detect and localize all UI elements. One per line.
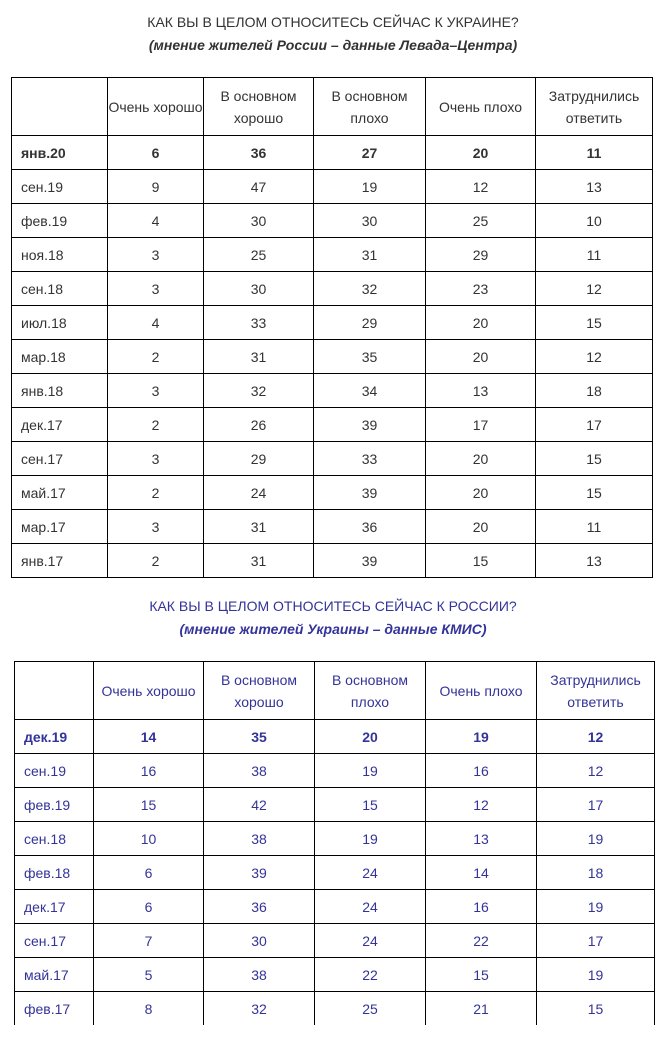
column-header: Очень хорошо bbox=[108, 78, 204, 136]
table-cell: 38 bbox=[204, 754, 315, 788]
row-date-label: июл.18 bbox=[12, 306, 108, 340]
table-cell: 12 bbox=[426, 170, 536, 204]
table-cell: 14 bbox=[94, 720, 204, 754]
table-row bbox=[15, 720, 655, 754]
table-cell: 13 bbox=[536, 170, 653, 204]
table-cell: 34 bbox=[314, 374, 426, 408]
table-cell: 20 bbox=[426, 340, 536, 374]
table-cell: 39 bbox=[204, 856, 315, 890]
table-row bbox=[12, 204, 653, 238]
row-date-label: фев.19 bbox=[15, 788, 94, 822]
table-cell: 17 bbox=[426, 408, 536, 442]
row-date-label: дек.17 bbox=[15, 890, 94, 924]
row-date-label: янв.20 bbox=[12, 136, 108, 170]
table-cell: 13 bbox=[426, 822, 537, 856]
table-cell: 32 bbox=[204, 992, 315, 1026]
table-cell: 30 bbox=[204, 272, 314, 306]
table-cell: 12 bbox=[536, 340, 653, 374]
table-cell: 29 bbox=[204, 442, 314, 476]
table-row bbox=[15, 822, 655, 856]
table-cell: 15 bbox=[537, 992, 655, 1026]
table-cell: 15 bbox=[315, 788, 426, 822]
table-cell: 20 bbox=[315, 720, 426, 754]
table-cell: 35 bbox=[314, 340, 426, 374]
table-cell: 31 bbox=[204, 544, 314, 578]
table-cell: 31 bbox=[204, 340, 314, 374]
table-cell: 15 bbox=[426, 544, 536, 578]
table-cell: 15 bbox=[426, 958, 537, 992]
table-cell: 25 bbox=[315, 992, 426, 1026]
table-cell: 12 bbox=[537, 720, 655, 754]
table-cell: 19 bbox=[537, 890, 655, 924]
table-row bbox=[15, 924, 655, 958]
header-corner-cell bbox=[12, 78, 108, 136]
table-cell: 30 bbox=[314, 204, 426, 238]
table-cell: 8 bbox=[94, 992, 204, 1026]
table-cell: 17 bbox=[536, 408, 653, 442]
table-row bbox=[12, 136, 653, 170]
table-cell: 2 bbox=[108, 408, 204, 442]
column-header: Очень плохо bbox=[426, 662, 537, 720]
row-date-label: дек.19 bbox=[15, 720, 94, 754]
table-row bbox=[12, 272, 653, 306]
table-cell: 19 bbox=[315, 822, 426, 856]
table-cell: 20 bbox=[426, 476, 536, 510]
table-cell: 27 bbox=[314, 136, 426, 170]
column-header: Затруднились ответить bbox=[537, 662, 655, 720]
table-cell: 9 bbox=[108, 170, 204, 204]
row-date-label: фев.19 bbox=[12, 204, 108, 238]
column-header: В основном хорошо bbox=[204, 78, 314, 136]
table-cell: 24 bbox=[315, 856, 426, 890]
table-cell: 3 bbox=[108, 374, 204, 408]
table-cell: 21 bbox=[426, 992, 537, 1026]
column-header: Затруднились ответить bbox=[536, 78, 653, 136]
row-date-label: сен.19 bbox=[15, 754, 94, 788]
table-cell: 15 bbox=[94, 788, 204, 822]
table-cell: 11 bbox=[536, 136, 653, 170]
table-cell: 10 bbox=[94, 822, 204, 856]
table-cell: 35 bbox=[204, 720, 315, 754]
column-header: В основном плохо bbox=[314, 78, 426, 136]
table-cell: 47 bbox=[204, 170, 314, 204]
table-cell: 16 bbox=[426, 754, 537, 788]
row-date-label: янв.18 bbox=[12, 374, 108, 408]
table-cell: 11 bbox=[536, 510, 653, 544]
table-cell: 20 bbox=[426, 136, 536, 170]
table-row bbox=[15, 958, 655, 992]
row-date-label: сен.19 bbox=[12, 170, 108, 204]
ukraine-attitudes-table bbox=[14, 661, 655, 1025]
table-cell: 3 bbox=[108, 238, 204, 272]
row-date-label: фев.18 bbox=[15, 856, 94, 890]
table-row bbox=[12, 408, 653, 442]
table-cell: 24 bbox=[315, 924, 426, 958]
table-cell: 38 bbox=[204, 958, 315, 992]
row-date-label: мар.17 bbox=[12, 510, 108, 544]
table-cell: 4 bbox=[108, 306, 204, 340]
table-cell: 29 bbox=[426, 238, 536, 272]
table-cell: 17 bbox=[537, 788, 655, 822]
column-header: Очень плохо bbox=[426, 78, 536, 136]
table-cell: 36 bbox=[204, 890, 315, 924]
row-date-label: ноя.18 bbox=[12, 238, 108, 272]
header-row bbox=[15, 662, 655, 720]
table-cell: 22 bbox=[315, 958, 426, 992]
table-cell: 20 bbox=[426, 306, 536, 340]
table-cell: 24 bbox=[315, 890, 426, 924]
table-cell: 15 bbox=[536, 476, 653, 510]
table-cell: 36 bbox=[314, 510, 426, 544]
table-cell: 39 bbox=[314, 476, 426, 510]
table-row bbox=[15, 992, 655, 1026]
table-row bbox=[12, 442, 653, 476]
table-cell: 39 bbox=[314, 544, 426, 578]
header-corner-cell bbox=[15, 662, 94, 720]
russia-table-title: КАК ВЫ В ЦЕЛОМ ОТНОСИТЕСЬ СЕЙЧАС К УКРАИНЕ? bbox=[147, 14, 519, 30]
table-cell: 3 bbox=[108, 510, 204, 544]
table-row bbox=[12, 306, 653, 340]
row-date-label: янв.17 bbox=[12, 544, 108, 578]
row-date-label: фев.17 bbox=[15, 992, 94, 1026]
table-cell: 15 bbox=[536, 306, 653, 340]
table-cell: 11 bbox=[536, 238, 653, 272]
table-row bbox=[12, 476, 653, 510]
table-row bbox=[12, 238, 653, 272]
table-cell: 30 bbox=[204, 204, 314, 238]
table-cell: 19 bbox=[537, 958, 655, 992]
table-cell: 6 bbox=[108, 136, 204, 170]
table-cell: 19 bbox=[426, 720, 537, 754]
table-cell: 15 bbox=[536, 442, 653, 476]
table-cell: 22 bbox=[426, 924, 537, 958]
table-row bbox=[15, 856, 655, 890]
row-date-label: сен.17 bbox=[12, 442, 108, 476]
table-cell: 23 bbox=[426, 272, 536, 306]
table-cell: 33 bbox=[204, 306, 314, 340]
table-cell: 19 bbox=[537, 822, 655, 856]
row-date-label: май.17 bbox=[12, 476, 108, 510]
row-date-label: сен.17 bbox=[15, 924, 94, 958]
russia-table-subtitle: (мнение жителей России – данные Левада–Центра) bbox=[148, 37, 518, 53]
table-cell: 18 bbox=[536, 374, 653, 408]
table-cell: 12 bbox=[426, 788, 537, 822]
table-cell: 19 bbox=[315, 754, 426, 788]
table-row bbox=[12, 340, 653, 374]
table-cell: 16 bbox=[426, 890, 537, 924]
table-cell: 2 bbox=[108, 340, 204, 374]
table-cell: 14 bbox=[426, 856, 537, 890]
table-cell: 12 bbox=[536, 272, 653, 306]
table-row bbox=[12, 544, 653, 578]
table-cell: 38 bbox=[204, 822, 315, 856]
row-date-label: май.17 bbox=[15, 958, 94, 992]
table-cell: 25 bbox=[426, 204, 536, 238]
table-row bbox=[15, 890, 655, 924]
table-cell: 17 bbox=[537, 924, 655, 958]
ukraine-table-subtitle: (мнение жителей Украины – данные КМИС) bbox=[179, 621, 487, 637]
table-cell: 13 bbox=[426, 374, 536, 408]
table-cell: 26 bbox=[204, 408, 314, 442]
table-cell: 30 bbox=[204, 924, 315, 958]
table-row bbox=[12, 170, 653, 204]
table-cell: 42 bbox=[204, 788, 315, 822]
table-cell: 6 bbox=[94, 856, 204, 890]
table-cell: 5 bbox=[94, 958, 204, 992]
table-cell: 3 bbox=[108, 442, 204, 476]
column-header: В основном хорошо bbox=[204, 662, 315, 720]
table-cell: 18 bbox=[537, 856, 655, 890]
russia-attitudes-table bbox=[11, 77, 653, 578]
table-cell: 16 bbox=[94, 754, 204, 788]
row-date-label: мар.18 bbox=[12, 340, 108, 374]
table-cell: 7 bbox=[94, 924, 204, 958]
table-cell: 31 bbox=[314, 238, 426, 272]
table-cell: 12 bbox=[537, 754, 655, 788]
table-row bbox=[12, 510, 653, 544]
header-row bbox=[12, 78, 653, 136]
table-row bbox=[12, 374, 653, 408]
table-cell: 31 bbox=[204, 510, 314, 544]
table-cell: 33 bbox=[314, 442, 426, 476]
row-date-label: сен.18 bbox=[12, 272, 108, 306]
table-cell: 2 bbox=[108, 544, 204, 578]
table-cell: 24 bbox=[204, 476, 314, 510]
table-cell: 2 bbox=[108, 476, 204, 510]
table-cell: 3 bbox=[108, 272, 204, 306]
table-cell: 32 bbox=[314, 272, 426, 306]
table-cell: 20 bbox=[426, 442, 536, 476]
column-header: В основном плохо bbox=[315, 662, 426, 720]
table-cell: 32 bbox=[204, 374, 314, 408]
table-cell: 13 bbox=[536, 544, 653, 578]
row-date-label: сен.18 bbox=[15, 822, 94, 856]
table-cell: 20 bbox=[426, 510, 536, 544]
table-row bbox=[15, 754, 655, 788]
table-cell: 4 bbox=[108, 204, 204, 238]
table-cell: 29 bbox=[314, 306, 426, 340]
table-cell: 39 bbox=[314, 408, 426, 442]
table-row bbox=[15, 788, 655, 822]
ukraine-table-title: КАК ВЫ В ЦЕЛОМ ОТНОСИТЕСЬ СЕЙЧАС К РОССИИ? bbox=[149, 598, 517, 614]
row-date-label: дек.17 bbox=[12, 408, 108, 442]
column-header: Очень хорошо bbox=[94, 662, 204, 720]
table-cell: 19 bbox=[314, 170, 426, 204]
table-cell: 6 bbox=[94, 890, 204, 924]
table-cell: 25 bbox=[204, 238, 314, 272]
table-cell: 10 bbox=[536, 204, 653, 238]
table-cell: 36 bbox=[204, 136, 314, 170]
